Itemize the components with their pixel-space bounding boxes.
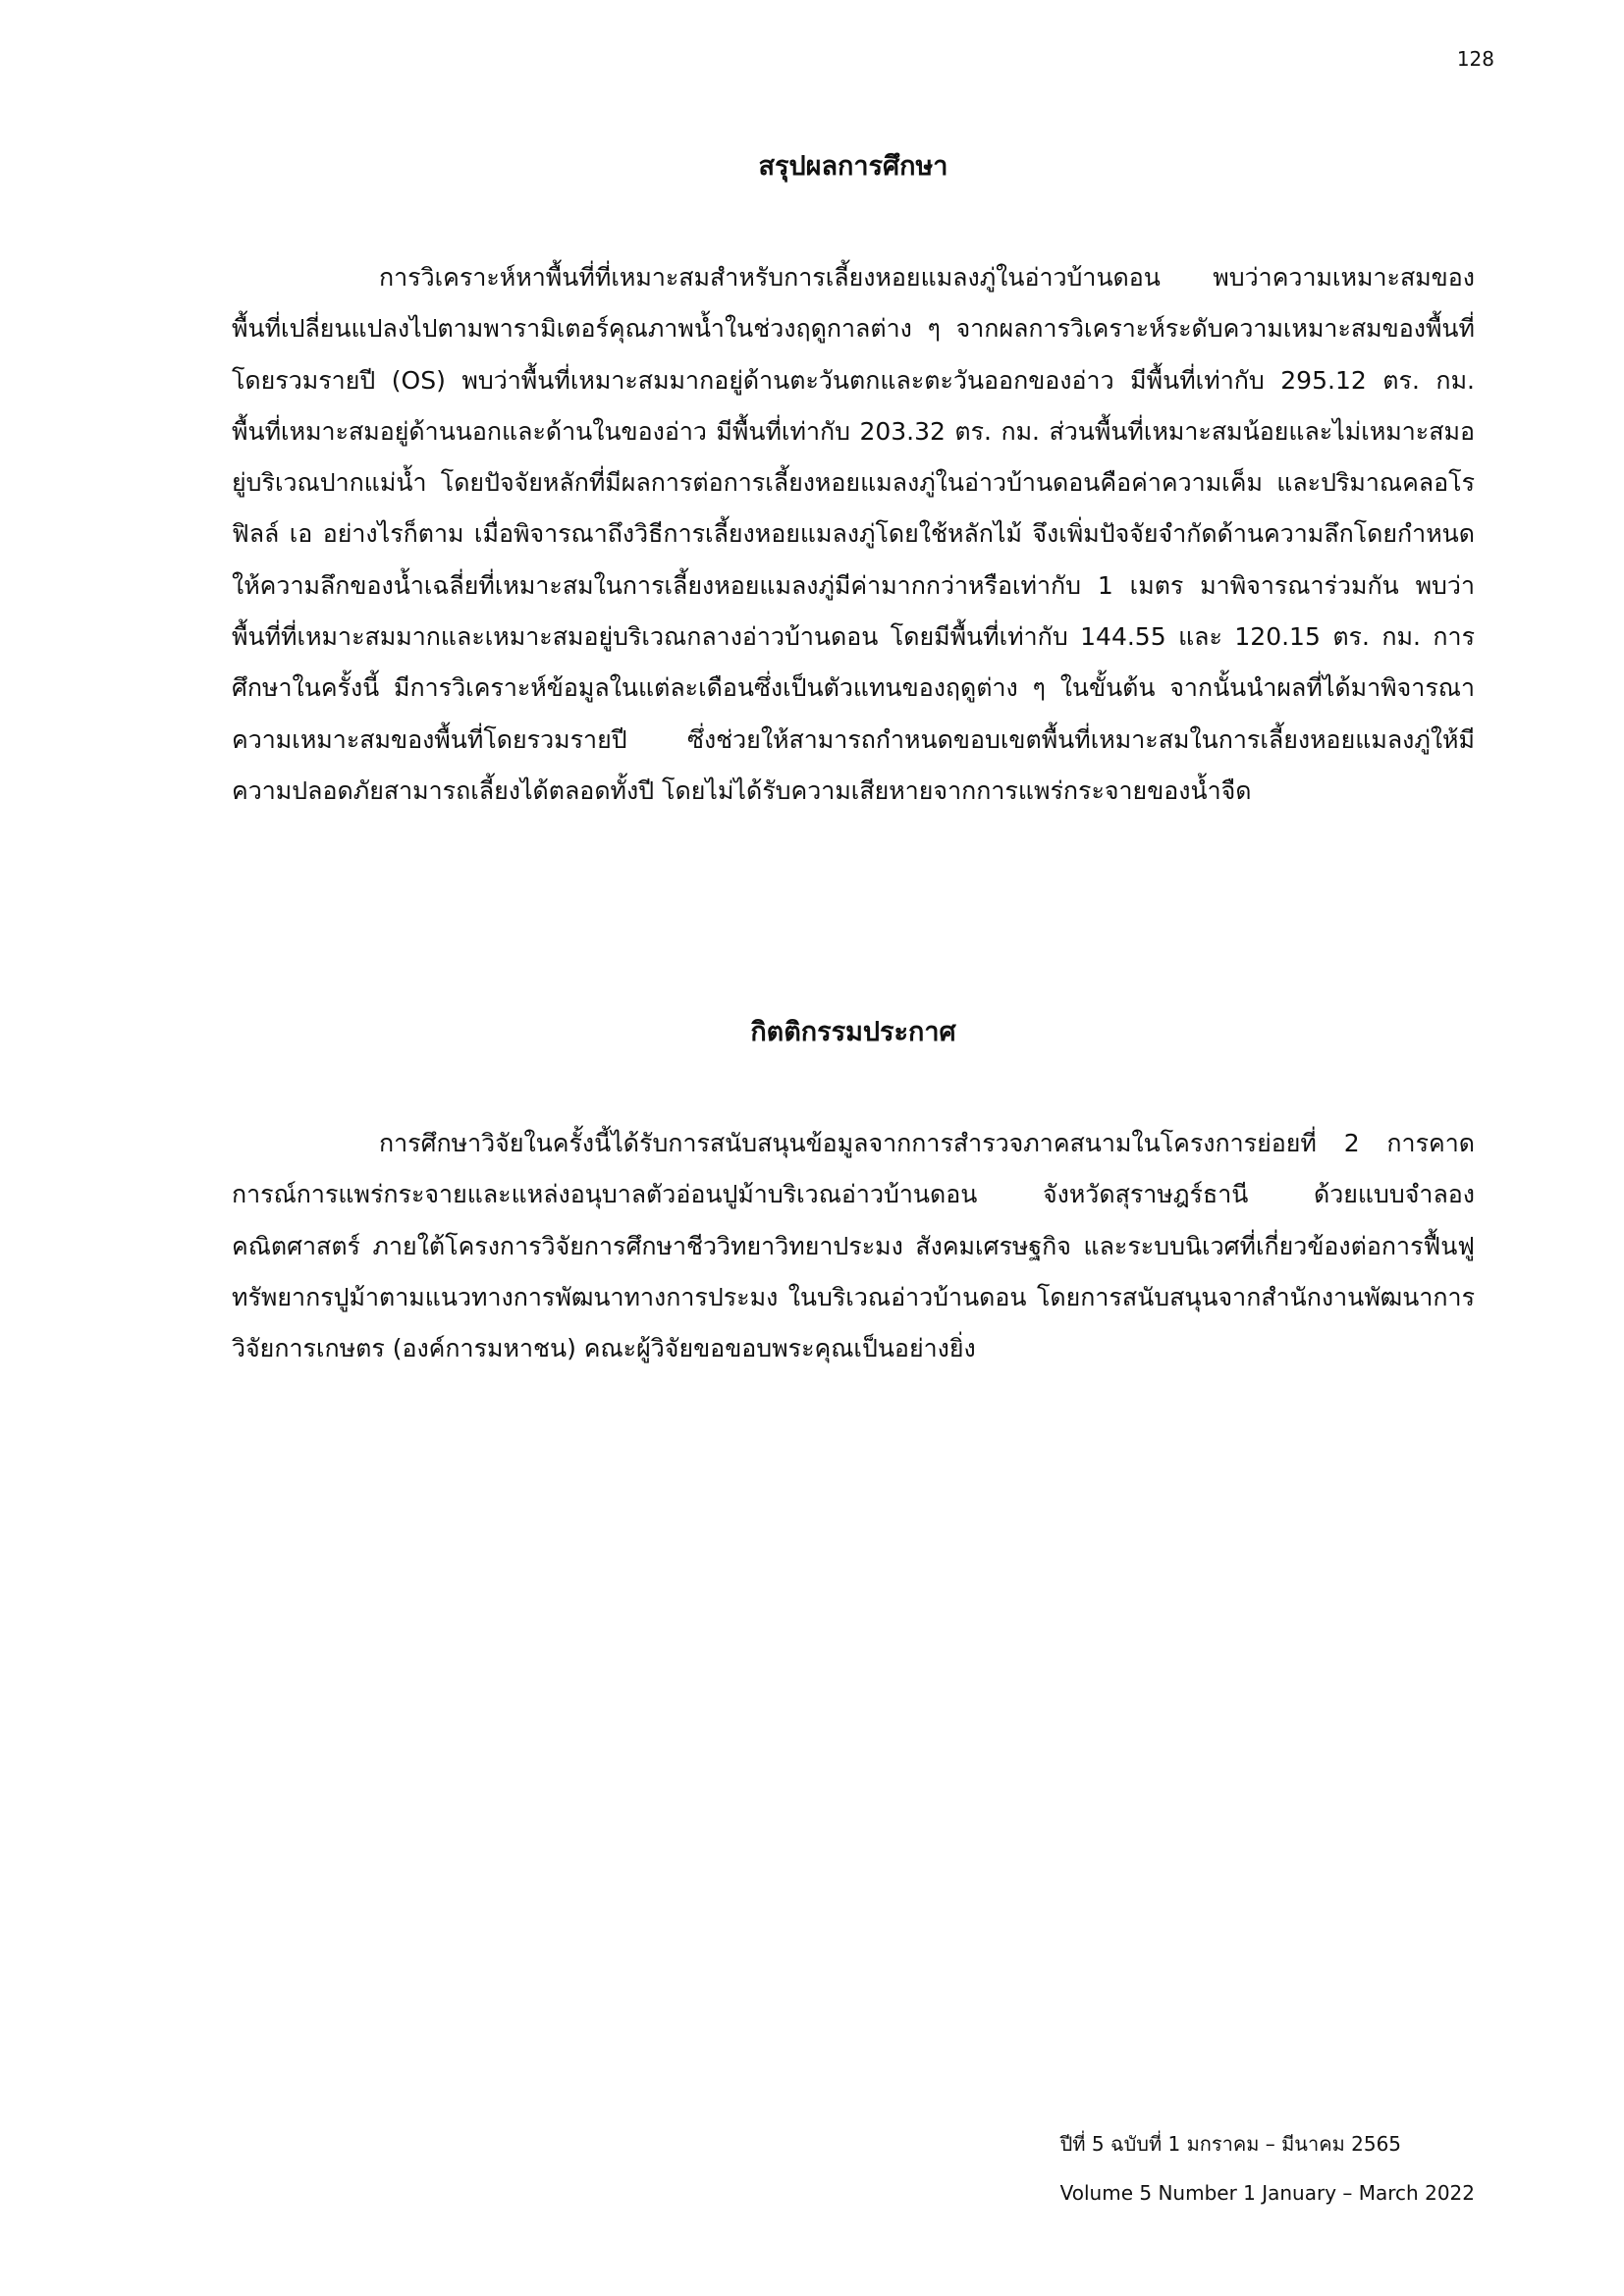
- summary-heading: สรุปผลการศึกษา: [758, 151, 948, 182]
- footer-issue-english: Volume 5 Number 1 January – March 2022: [1059, 2181, 1475, 2205]
- summary-paragraph: การวิเคราะห์หาพื้นที่ที่เหมาะสมสำหรับการเลี้ยงหอยแมลงภู่ในอ่าวบ้านดอน พบว่าความเหมาะสมของพื้นที่เปลี่ยนแปลงไปตามพารามิเตอร์คุณภาพน้ำในช่วงฤดูกาลต่าง ๆ จากผลการวิเคราะห์ระดับความเหมาะสมของพื้นที่โดยรวมรายปี (OS) พบว่าพื้นที่เหมาะสมมากอยู่ด้านตะวันตกและตะวันออกของอ่าว มีพื้นที่เท่ากับ 295.12 ตร. กม. พื้นที่เหมาะสมอยู่ด้านนอกและด้านในของอ่าว มีพื้นที่เท่ากับ 203.32 ตร. กม. ส่วนพื้นที่เหมาะสมน้อยและไม่เหมาะสมอยู่บริเวณปากแม่น้ำ โดยปัจจัยหลักที่มีผลการต่อการเลี้ยงหอยแมลงภู่ในอ่าวบ้านดอนคือค่าความเค็ม และปริมาณคลอโรฟิลล์ เอ อย่างไรก็ตาม เมื่อพิจารณาถึงวิธีการเลี้ยงหอยแมลงภู่โดยใช้หลักไม้ จึงเพิ่มปัจจัยจำกัดด้านความลึกโดยกำหนดให้ความลึกของน้ำเฉลี่ยที่เหมาะสมในการเลี้ยงหอยแมลงภู่มีค่ามากกว่าหรือเท่ากับ 1 เมตร มาพิจารณาร่วมกัน พบว่าพื้นที่ที่เหมาะสมมากและเหมาะสมอยู่บริเวณกลางอ่าวบ้านดอน โดยมีพื้นที่เท่ากับ 144.55 และ 120.15 ตร. กม. การศึกษาในครั้งนี้ มีการวิเคราะห์ข้อมูลในแต่ละเดือนซึ่งเป็นตัวแทนของฤดูต่าง ๆ ในขั้นต้น จากนั้นนำผลที่ได้มาพิจารณาความเหมาะสมของพื้นที่โดยรวมรายปี ซึ่งช่วยให้สามารถกำหนดขอบเขตพื้นที่เหมาะสมในการเลี้ยงหอยแมลงภู่ให้มีความปลอดภัยสามารถเลี้ยงได้ตลอดทั้งปี โดยไม่ได้รับความเสียหายจากการแพร่กระจายของน้ำจืด: [232, 263, 1475, 805]
- acknowledgement-section: [232, 1015, 1475, 1374]
- summary-section: [232, 149, 1475, 817]
- page-number: 128: [1456, 47, 1494, 71]
- acknowledgement-paragraph: การศึกษาวิจัยในครั้งนี้ได้รับการสนับสนุนข้อมูลจากการสำรวจภาคสนามในโครงการย่อยที่ 2 การคาดการณ์การแพร่กระจายและแหล่งอนุบาลตัวอ่อนปูม้าบริเวณอ่าวบ้านดอน จังหวัดสุราษฎร์ธานี ด้วยแบบจำลองคณิตศาสตร์ ภายใต้โครงการวิจัยการศึกษาชีววิทยาวิทยาประมง สังคมเศรษฐกิจ และระบบนิเวศที่เกี่ยวข้องต่อการฟื้นฟูทรัพยากรปูม้าตามแนวทางการพัฒนาทางการประมง ในบริเวณอ่าวบ้านดอน โดยการสนับสนุนจากสำนักงานพัฒนาการวิจัยการเกษตร (องค์การมหาชน) คณะผู้วิจัยขอขอบพระคุณเป็นอย่างยิ่ง: [232, 1129, 1475, 1363]
- acknowledgement-heading: กิตติกรรมประกาศ: [750, 1017, 956, 1047]
- footer-issue-thai: ปีที่ 5 ฉบับที่ 1 มกราคม – มีนาคม 2565: [1059, 2132, 1402, 2156]
- journal-footer: [1060, 2130, 1475, 2207]
